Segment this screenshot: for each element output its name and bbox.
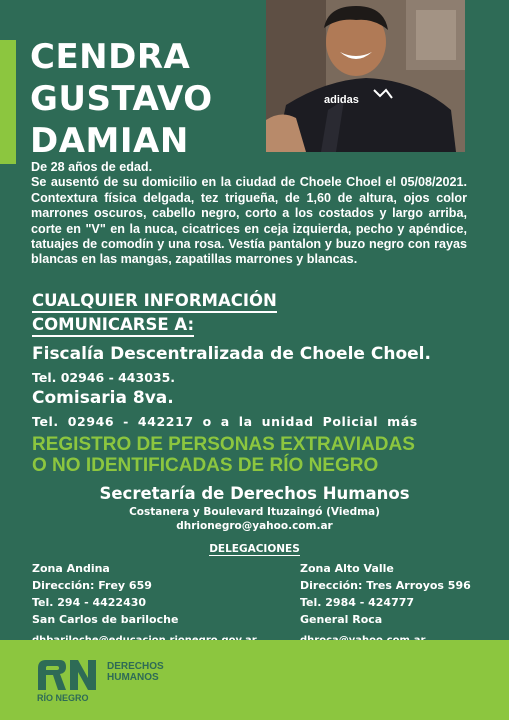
delegacion-alto-valle <box>300 560 471 649</box>
registro-line-2: O NO IDENTIFICADAS DE RÍO NEGRO <box>32 455 379 476</box>
fiscalia-phone: Tel. 02946 - 443035. <box>32 370 176 385</box>
name-line-3: DAMIAN <box>30 121 189 161</box>
registro-title <box>32 434 415 476</box>
shirt-brand-text: adidas <box>324 94 359 106</box>
alto-valle-phone: Tel. 2984 - 424777 <box>300 596 415 609</box>
andina-address: Dirección: Frey 659 <box>32 579 152 592</box>
contact-heading <box>32 289 277 337</box>
contact-heading-line-2: COMUNICARSE A: <box>32 314 194 337</box>
derechos-humanos-label <box>107 661 164 683</box>
description-paragraph: Se ausentó de su domicilio en la ciudad de Choele Choel el 05/08/2021. Contextura física delgada, tez trigueña, de 1,60 de altura, ojos color marrones oscuros, cabello negro, corto a los costados y largo arriba, corte en "V" en la nuca, cicatrices en ceja izquierda, pecho y apéndice, tatuajes de comodín y una rosa. Vestía pantalon y buzo negro con rayas blancas en las mangas, zapatillas marrones y blancas. <box>31 175 467 267</box>
rio-negro-logo-icon <box>36 658 98 692</box>
person-photo-illustration <box>266 0 465 152</box>
delegaciones-heading <box>0 542 509 556</box>
accent-bar <box>0 40 16 164</box>
secretaria-email: dhrionegro@yahoo.com.ar <box>176 520 333 532</box>
fiscalia-name: Fiscalía Descentralizada de Choele Choel. <box>32 344 431 364</box>
age-line: De 28 años de edad. <box>31 160 153 174</box>
name-line-2: GUSTAVO <box>30 79 213 119</box>
alto-valle-title: Zona Alto Valle <box>300 562 394 575</box>
registro-line-1: REGISTRO DE PERSONAS EXTRAVIADAS <box>32 434 415 455</box>
comisaria-phone: Tel. 02946 - 442217 o a la unidad Policial más <box>32 414 418 429</box>
missing-person-photo <box>266 0 465 152</box>
andina-phone: Tel. 294 - 4422430 <box>32 596 147 609</box>
person-name <box>30 36 213 162</box>
comisaria-name: Comisaria 8va. <box>32 388 174 408</box>
contact-heading-line-1: CUALQUIER INFORMACIÓN <box>32 290 277 313</box>
alto-valle-city: General Roca <box>300 613 383 626</box>
andina-title: Zona Andina <box>32 562 110 575</box>
delegacion-andina <box>32 560 257 649</box>
andina-city: San Carlos de bariloche <box>32 613 179 626</box>
person-description <box>31 160 467 268</box>
name-line-1: CENDRA <box>30 37 191 77</box>
secretaria-address: Costanera y Boulevard Ituzaingó (Viedma) <box>129 506 380 518</box>
dh-line-1: DERECHOS <box>107 661 164 672</box>
alto-valle-address: Dirección: Tres Arroyos 596 <box>300 579 471 592</box>
logo-caption: RÍO NEGRO <box>37 693 89 703</box>
dh-line-2: HUMANOS <box>107 672 159 683</box>
secretaria-title: Secretaría de Derechos Humanos <box>99 484 410 503</box>
delegaciones-heading-text: DELEGACIONES <box>209 543 300 555</box>
